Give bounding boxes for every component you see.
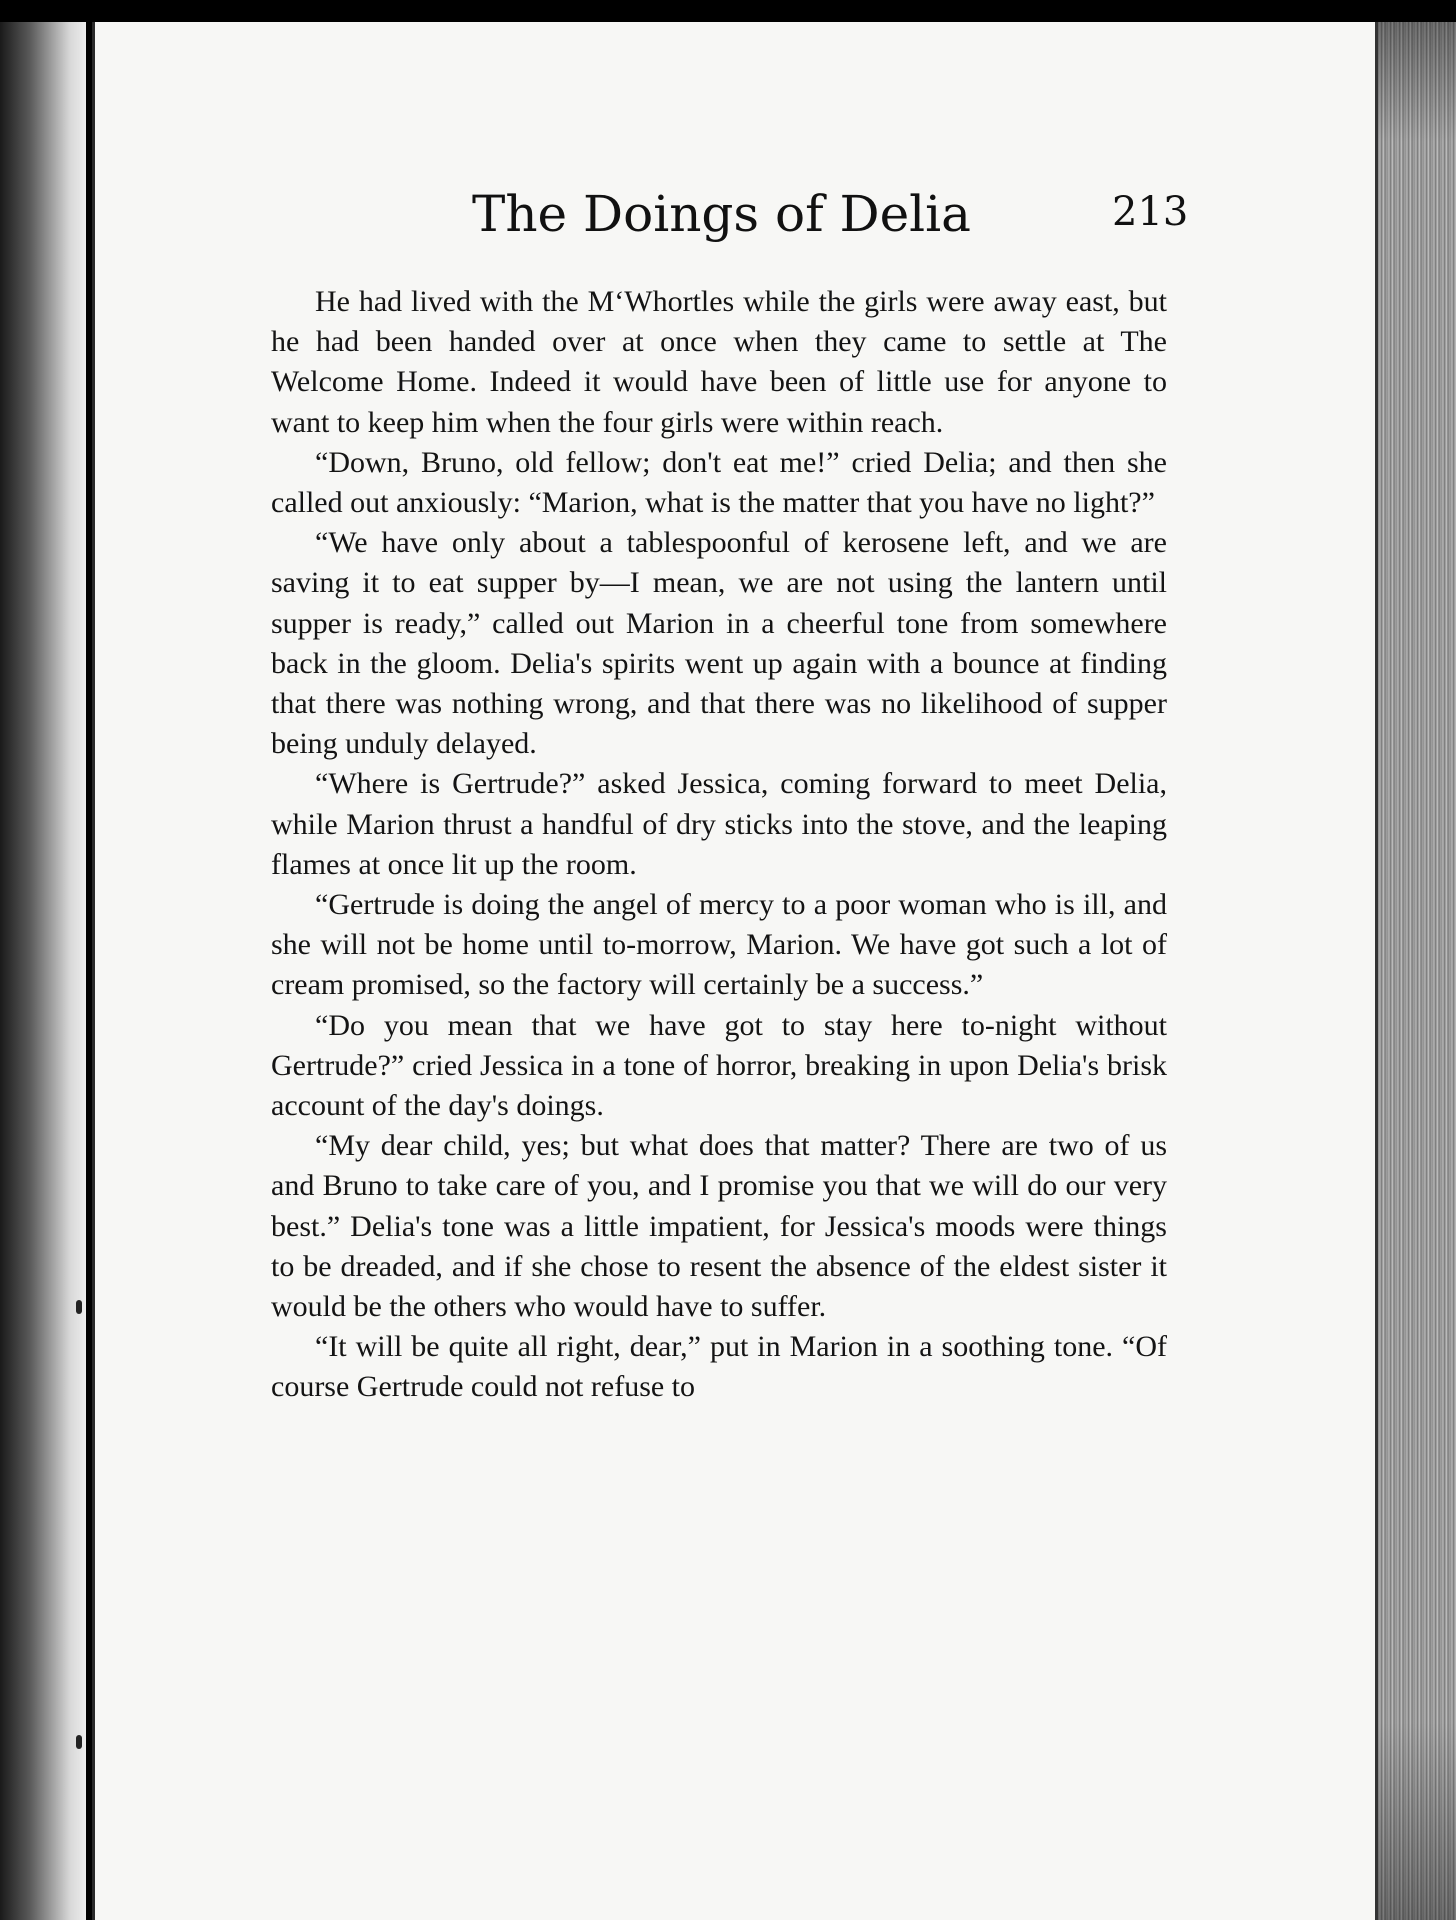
paragraph: “Do you mean that we have got to stay here to-night without Gertrude?” cried Jessica in a tone of horror, breaking in upon Delia's brisk account of the day's doings. [271,1008,1167,1123]
paragraph: “My dear child, yes; but what does that matter? There are two of us and Bruno to take care of you, and I promise you that we will do our very best.” Delia's tone was a little impatient, for Jessica's moods were things to be dreaded, and if she chose to resent the absence of the eldest sister it would be the others who would have to suffer. [271,1129,1167,1324]
binding-mark [76,1735,82,1749]
paragraph: “Down, Bruno, old fellow; don't eat me!” cried Delia; and then she called out anxiously: “Marion, what is the matter that you have no light?” [271,445,1167,520]
paragraph: “It will be quite all right, dear,” put in Marion in a soothing tone. “Of course Gertrude could not refuse to [271,1330,1167,1404]
page-stack-edge [1375,22,1456,1920]
running-head [472,185,1189,255]
paragraph: “Gertrude is doing the angel of mercy to a poor woman who is ill, and she will not be home until to-morrow, Marion. We have got such a lot of cream promised, so the factory will certainly be a success.” [271,888,1167,1002]
paragraph: He had lived with the M‘Whortles while the girls were away east, but he had been handed over at once when they came to settle at The Welcome Home. Indeed it would have been of little use for anyone to want to keep him when the four girls were within reach. [271,285,1167,439]
left-page-edge [0,22,86,1920]
paragraph: “We have only about a tablespoonful of kerosene left, and we are saving it to eat supper by—I mean, we are not using the lantern until supper is ready,” called out Marion in a cheerful tone from somewhere back in the gloom. Delia's spirits went up again with a bounce at finding that there was nothing wrong, and that there was no likelihood of supper being unduly delayed. [271,526,1167,761]
paragraph: “Where is Gertrude?” asked Jessica, coming forward to meet Delia, while Marion thrust a handful of dry sticks into the stove, and the leaping flames at once lit up the room. [271,767,1167,881]
page-number: 213 [1112,189,1189,235]
body-text [271,282,1167,1408]
binding-mark [76,1300,82,1314]
running-head-title: The Doings of Delia [472,185,971,243]
